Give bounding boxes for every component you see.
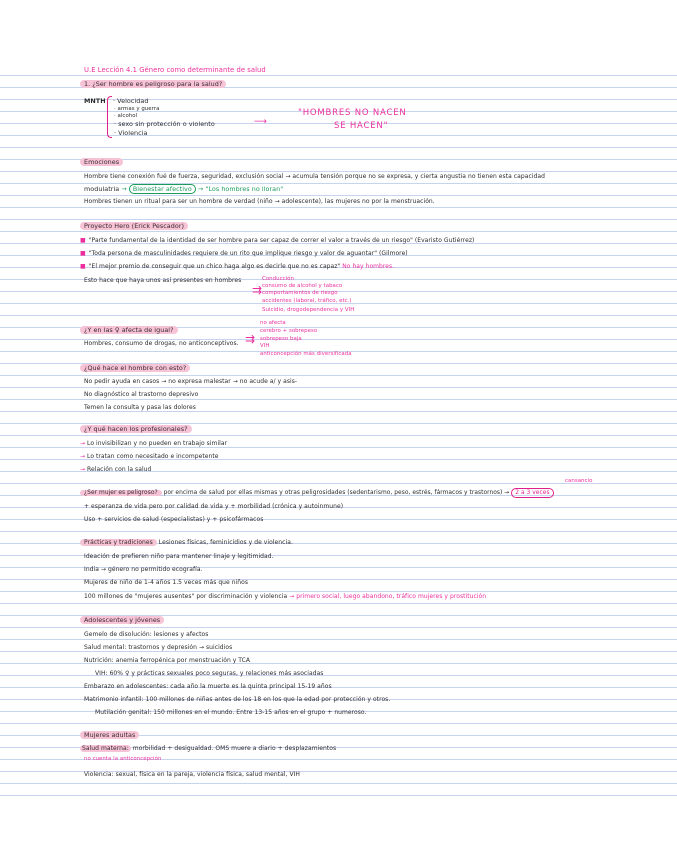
adultas-note: no cuenta la anticoncepción xyxy=(84,756,162,762)
proyecto-quote: ■ "Parte fundamental de la identidad de ser hombre para ser capaz de correr el valor a través de un riesgo" (Evaristo Gutiérrez) xyxy=(80,237,475,244)
prac-line: India → género no permitido ecografía. xyxy=(84,566,203,573)
adol-line: Nutrición: anemia ferropénica por menstruación y TCA xyxy=(84,657,251,664)
q-profesionales-line: → Lo invisibilizan y no pueden en trabajo similar xyxy=(80,440,228,447)
branch-item: no afecta xyxy=(260,320,286,326)
arrow-right-icon: ⟶ xyxy=(254,117,267,127)
mnth-item: · alcohol xyxy=(114,113,138,119)
q-mujeres-heading: ¿Y en las ♀ afecta de igual? xyxy=(80,326,178,335)
branch-item: accidentes (laboral, tráfico, etc.) xyxy=(262,298,352,304)
adultas-heading: Mujeres adultas xyxy=(80,731,139,740)
proyecto-quote: ■ "Toda persona de masculinidades requiere de un rito que implique riesgo y valor de aguantar" (Gilmore) xyxy=(80,250,408,257)
emociones-heading: Emociones xyxy=(80,158,123,167)
square-bullet-icon: ■ xyxy=(80,250,86,257)
q-mujeres-line: Hombres, consumo de drogas, no anticonceptivos. xyxy=(84,340,239,347)
square-bullet-icon: ■ xyxy=(80,263,86,270)
proyecto-quote: ■ "El mejor premio de conseguir que un chico haga algo es decirle que no es capaz" No hay hombres. xyxy=(80,263,395,270)
branch-arrows-icon: ⇉ xyxy=(245,332,256,346)
mnth-label: MNTH xyxy=(84,97,106,105)
quote-line-1: "HOMBRES NO NACEN xyxy=(298,108,407,118)
q-hace-heading: ¿Qué hace el hombre con esto? xyxy=(80,364,190,373)
q-mujer-line: Uso + servicios de salud (especialistas) y + psicofármacos xyxy=(84,516,264,523)
prac-line: 100 millones de "mujeres ausentes" por discriminación y violencia → primero social, luego abandono, tráfico mujeres y prostitución xyxy=(84,593,487,600)
q-profesionales-heading: ¿Y qué hacen los profesionales? xyxy=(80,425,192,434)
adol-line: Salud mental: trastornos y depresión → suicidios xyxy=(84,644,233,651)
mnth-item: · armas y guerra xyxy=(114,106,160,112)
mnth-brace xyxy=(107,96,112,138)
mnth-item: · Velocidad xyxy=(113,97,149,105)
prac-line: Ideación de prefieren niño para mantener linaje y legitimidad. xyxy=(84,553,274,560)
adultas-line: Salud materna: morbilidad + desigualdad. OMS muere a diario + desplazamientos xyxy=(82,745,337,752)
branch-arrows-icon: ⇉ xyxy=(252,283,263,297)
arrow-right-icon: → xyxy=(80,466,86,473)
branch-item: Conducción xyxy=(262,276,294,282)
adultas-line: Violencia: sexual, física en la pareja, violencia física, salud mental, VIH xyxy=(84,771,300,778)
q-hace-line: No diagnóstico al trastorno depresivo xyxy=(84,391,199,398)
q-profesionales-line: → Lo tratan como necesitado e incompetente xyxy=(80,453,219,460)
branch-item: VIH xyxy=(260,343,270,349)
arrow-right-icon: → xyxy=(80,453,86,460)
q-mujer-line: ¿Ser mujer es peligroso? por encima de salud por ellas mismas y otras peligrosidades (sedentarismo, peso, estrés, fármacos y trastornos) → 2 a 3 veces xyxy=(80,488,554,498)
q-hace-line: Temen la consulta y pasa las dolores xyxy=(84,404,196,411)
emociones-line: Hombres tienen un ritual para ser un hombre de verdad (niño → adolescente), las mujeres no por la menstruación. xyxy=(84,198,435,205)
branch-item: anticoncepción más diversificada xyxy=(260,351,352,357)
adol-line: VIH: 60% ♀ y prácticas sexuales poco seguras, y relaciones más asociadas xyxy=(95,670,324,677)
branch-item: Suicidio, drogodependencia y VIH xyxy=(262,307,355,313)
q1-heading: 1. ¿Ser hombre es peligroso para la salud? xyxy=(80,80,226,89)
proyecto-heading: Proyecto Hero (Erick Pescador) xyxy=(80,222,188,231)
branch-item: cerebro + sobrepeso xyxy=(260,328,318,334)
adol-line: Matrimonio infantil: 100 millones de niñas antes de los 18 en los que la edad por protección y otros. xyxy=(84,696,391,703)
proyecto-line: Esto hace que haya unos así presentes en hombres xyxy=(84,277,242,284)
adol-heading: Adolescentes y jóvenes xyxy=(80,616,164,625)
quote-line-2: SE HACEN" xyxy=(334,121,389,131)
q-hace-line: No pedir ayuda en casos → no expresa malestar → no acude a/ y asis- xyxy=(84,378,298,385)
branch-item: sobrepeso baja xyxy=(260,336,302,342)
arrow-right-icon: → xyxy=(80,440,86,447)
square-bullet-icon: ■ xyxy=(80,237,86,244)
prac-heading-line: Prácticas y tradiciones Lesiones físicas, feminicidios y de violencia. xyxy=(80,538,293,547)
margin-note: cansancio xyxy=(565,478,593,484)
page-title: U.E Lección 4.1 Género como determinante de salud xyxy=(84,66,266,74)
mnth-item: · sexo sin protección o violento xyxy=(114,120,215,128)
adol-line: Gemelo de disolución: lesiones y afectos xyxy=(84,631,209,638)
branch-item: consumo de alcohol y tabaco xyxy=(262,283,343,289)
adol-line: Embarazo en adolescentes: cada año la muerte es la quinta principal 15-19 años xyxy=(84,683,332,690)
branch-item: comportamientos de riesgo xyxy=(262,290,338,296)
q-mujer-line: + esperanza de vida pero por calidad de vida y + morbilidad (crónica y autoinmune) xyxy=(84,503,344,510)
emociones-line-2: modulatria → Bienestar afectivo → "Los hombres no lloran" xyxy=(84,185,284,193)
emociones-line: Hombre tiene conexión fué de fuerza, seguridad, exclusión social → acumula tensión porque no se expresa, y cierta angustia no tienen esta capacidad xyxy=(84,173,545,180)
prac-line: Mujeres de niño de 1-4 años 1.5 veces más que niños xyxy=(84,579,249,586)
mnth-item: · Violencia xyxy=(114,129,148,137)
adol-line: Mutilación genital: 150 millones en el mundo. Entre 13-15 años en el grupo + numeroso. xyxy=(95,709,367,716)
q-profesionales-line: → Relación con la salud xyxy=(80,466,152,473)
